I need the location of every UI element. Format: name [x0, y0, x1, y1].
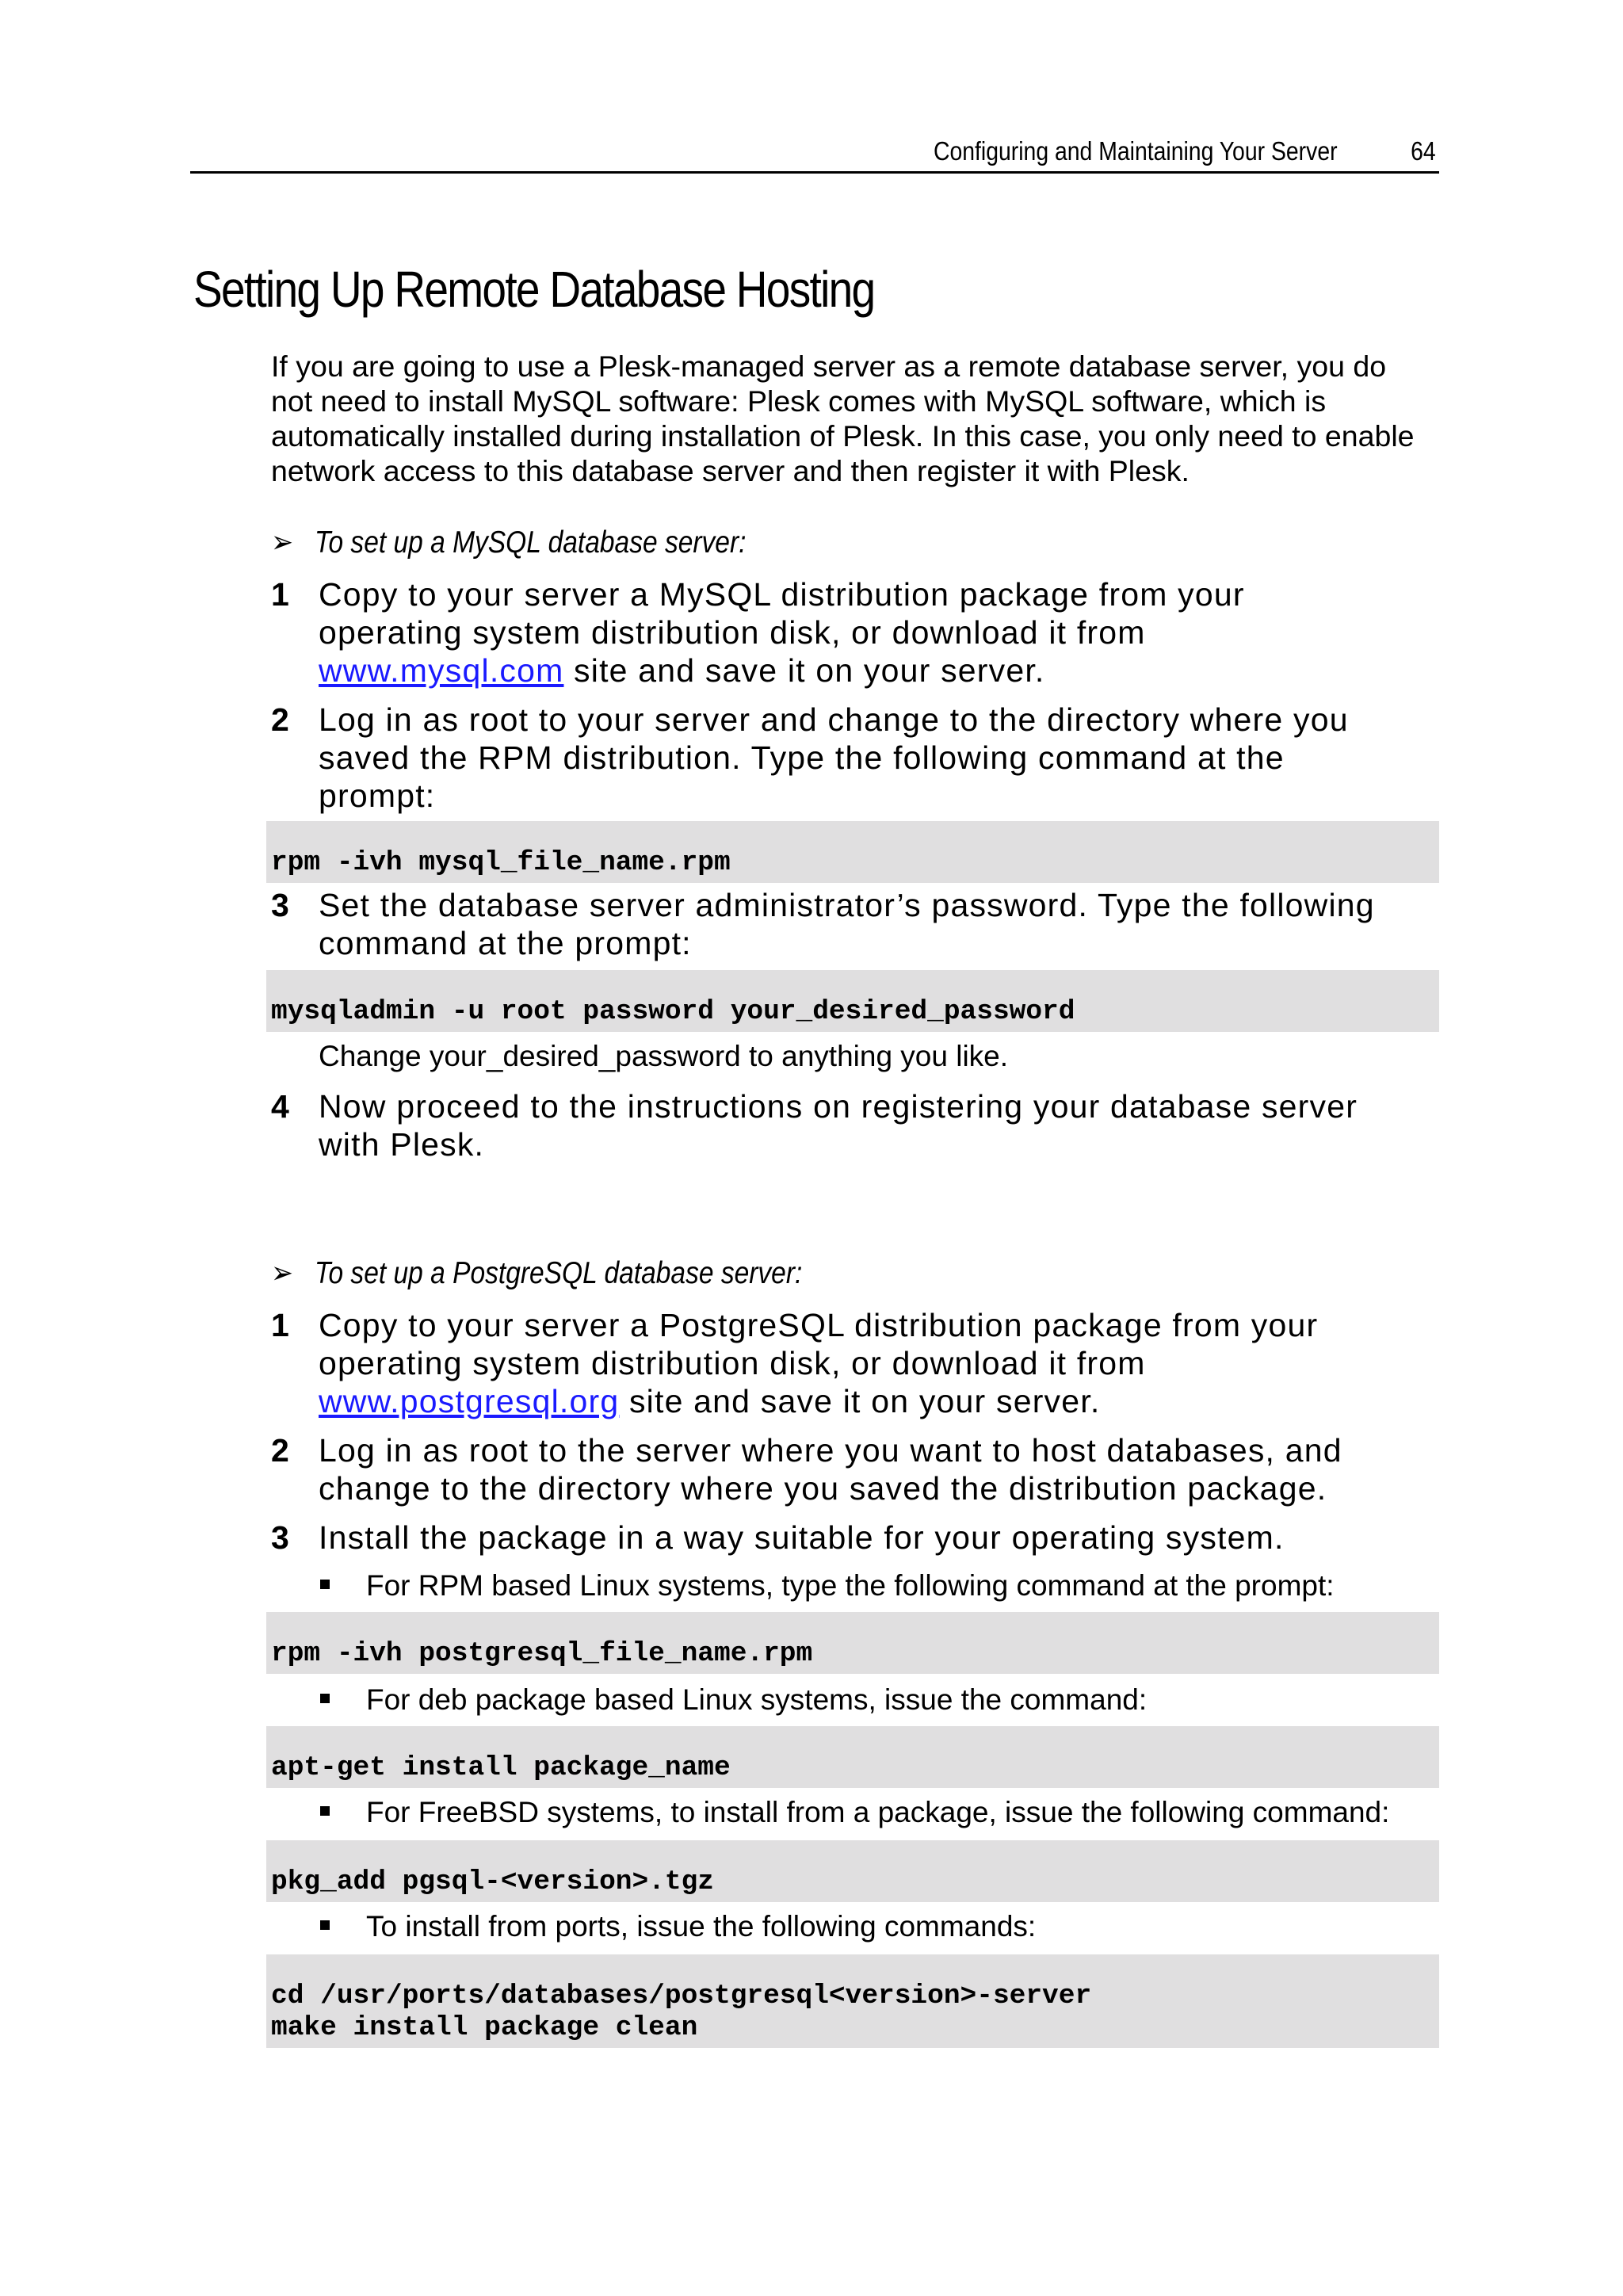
page-number: 64 [1411, 136, 1436, 166]
intro-line: automatically installed during installation of Plesk. In this case, you only need to enable [271, 419, 1415, 453]
step-line: Install the package in a way suitable for your operating system. [319, 1519, 1285, 1556]
arrow-bullet-icon: ➢ [271, 525, 294, 560]
step-line: prompt: [319, 777, 436, 814]
intro-line: network access to this database server and then register it with Plesk. [271, 454, 1190, 487]
code-block-rpm-mysql: rpm -ivh mysql_file_name.rpm [266, 821, 1439, 883]
bullet-text: To install from ports, issue the following commands: [366, 1910, 1037, 1943]
procedure-title-text: To set up a MySQL database server: [315, 525, 747, 560]
step-line-rest: site and save it on your server. [619, 1383, 1101, 1419]
square-bullet-icon [320, 1920, 330, 1930]
password-note: Change your_desired_password to anything you like. [319, 1040, 1009, 1072]
procedure-title-postgresql [271, 1255, 802, 1291]
step-number: 4 [271, 1088, 289, 1125]
bullet-text: For FreeBSD systems, to install from a package, issue the following command: [366, 1796, 1390, 1828]
mysql-link[interactable]: www.mysql.com [319, 652, 564, 689]
procedure-title-text: To set up a PostgreSQL database server: [315, 1256, 803, 1290]
code-block-rpm-postgresql: rpm -ivh postgresql_file_name.rpm [266, 1612, 1439, 1674]
postgresql-link[interactable]: www.postgresql.org [319, 1383, 620, 1419]
bullet-text: For RPM based Linux systems, type the following command at the prompt: [366, 1569, 1335, 1602]
step-number: 2 [271, 1432, 289, 1469]
step-number: 3 [271, 887, 289, 923]
step-line: Log in as root to your server and change to the directory where you [319, 701, 1349, 738]
bullet-rpm [320, 1569, 1335, 1603]
intro-line: If you are going to use a Plesk-managed server as a remote database server, you do [271, 350, 1387, 383]
step-number: 1 [271, 1307, 289, 1343]
step-line: command at the prompt: [319, 925, 692, 961]
step-line-rest: site and save it on your server. [563, 652, 1045, 689]
step-line: with Plesk. [319, 1126, 485, 1163]
square-bullet-icon [320, 1694, 330, 1703]
code-block-pkg-add: pkg_add pgsql-<version>.tgz [266, 1840, 1439, 1902]
page-header [190, 135, 1439, 174]
intro-paragraph [271, 349, 1444, 488]
step-line: Now proceed to the instructions on registering your database server [319, 1088, 1358, 1125]
step-number: 2 [271, 701, 289, 738]
bullet-text: For deb package based Linux systems, issue the command: [366, 1683, 1148, 1716]
step-line: operating system distribution disk, or download it from [319, 614, 1146, 651]
bullet-freebsd-ports [320, 1910, 1036, 1943]
step-line: Copy to your server a PostgreSQL distribution package from your [319, 1307, 1319, 1343]
header-title: Configuring and Maintaining Your Server [934, 136, 1338, 166]
step-line: saved the RPM distribution. Type the following command at the [319, 739, 1285, 776]
code-block-mysqladmin: mysqladmin -u root password your_desired_password [266, 970, 1439, 1032]
arrow-bullet-icon: ➢ [271, 1256, 294, 1290]
step-number: 3 [271, 1519, 289, 1556]
square-bullet-icon [320, 1806, 330, 1816]
square-bullet-icon [320, 1580, 330, 1589]
step-line: Log in as root to the server where you want to host databases, and [319, 1432, 1342, 1469]
code-block-ports: cd /usr/ports/databases/postgresql<version>-server make install package clean [266, 1954, 1439, 2048]
step-line: operating system distribution disk, or download it from [319, 1345, 1146, 1381]
step-line: change to the directory where you saved the distribution package. [319, 1470, 1327, 1507]
intro-line: not need to install MySQL software: Plesk comes with MySQL software, which is [271, 384, 1327, 418]
code-block-apt-get: apt-get install package_name [266, 1726, 1439, 1788]
procedure-title-mysql [271, 525, 746, 560]
bullet-deb [320, 1683, 1147, 1717]
step-line: Set the database server administrator’s password. Type the following [319, 887, 1375, 923]
step-number: 1 [271, 576, 289, 613]
section-heading: Setting Up Remote Database Hosting [193, 261, 875, 318]
step-line: Copy to your server a MySQL distribution package from your [319, 576, 1245, 613]
bullet-freebsd-package [320, 1796, 1389, 1829]
